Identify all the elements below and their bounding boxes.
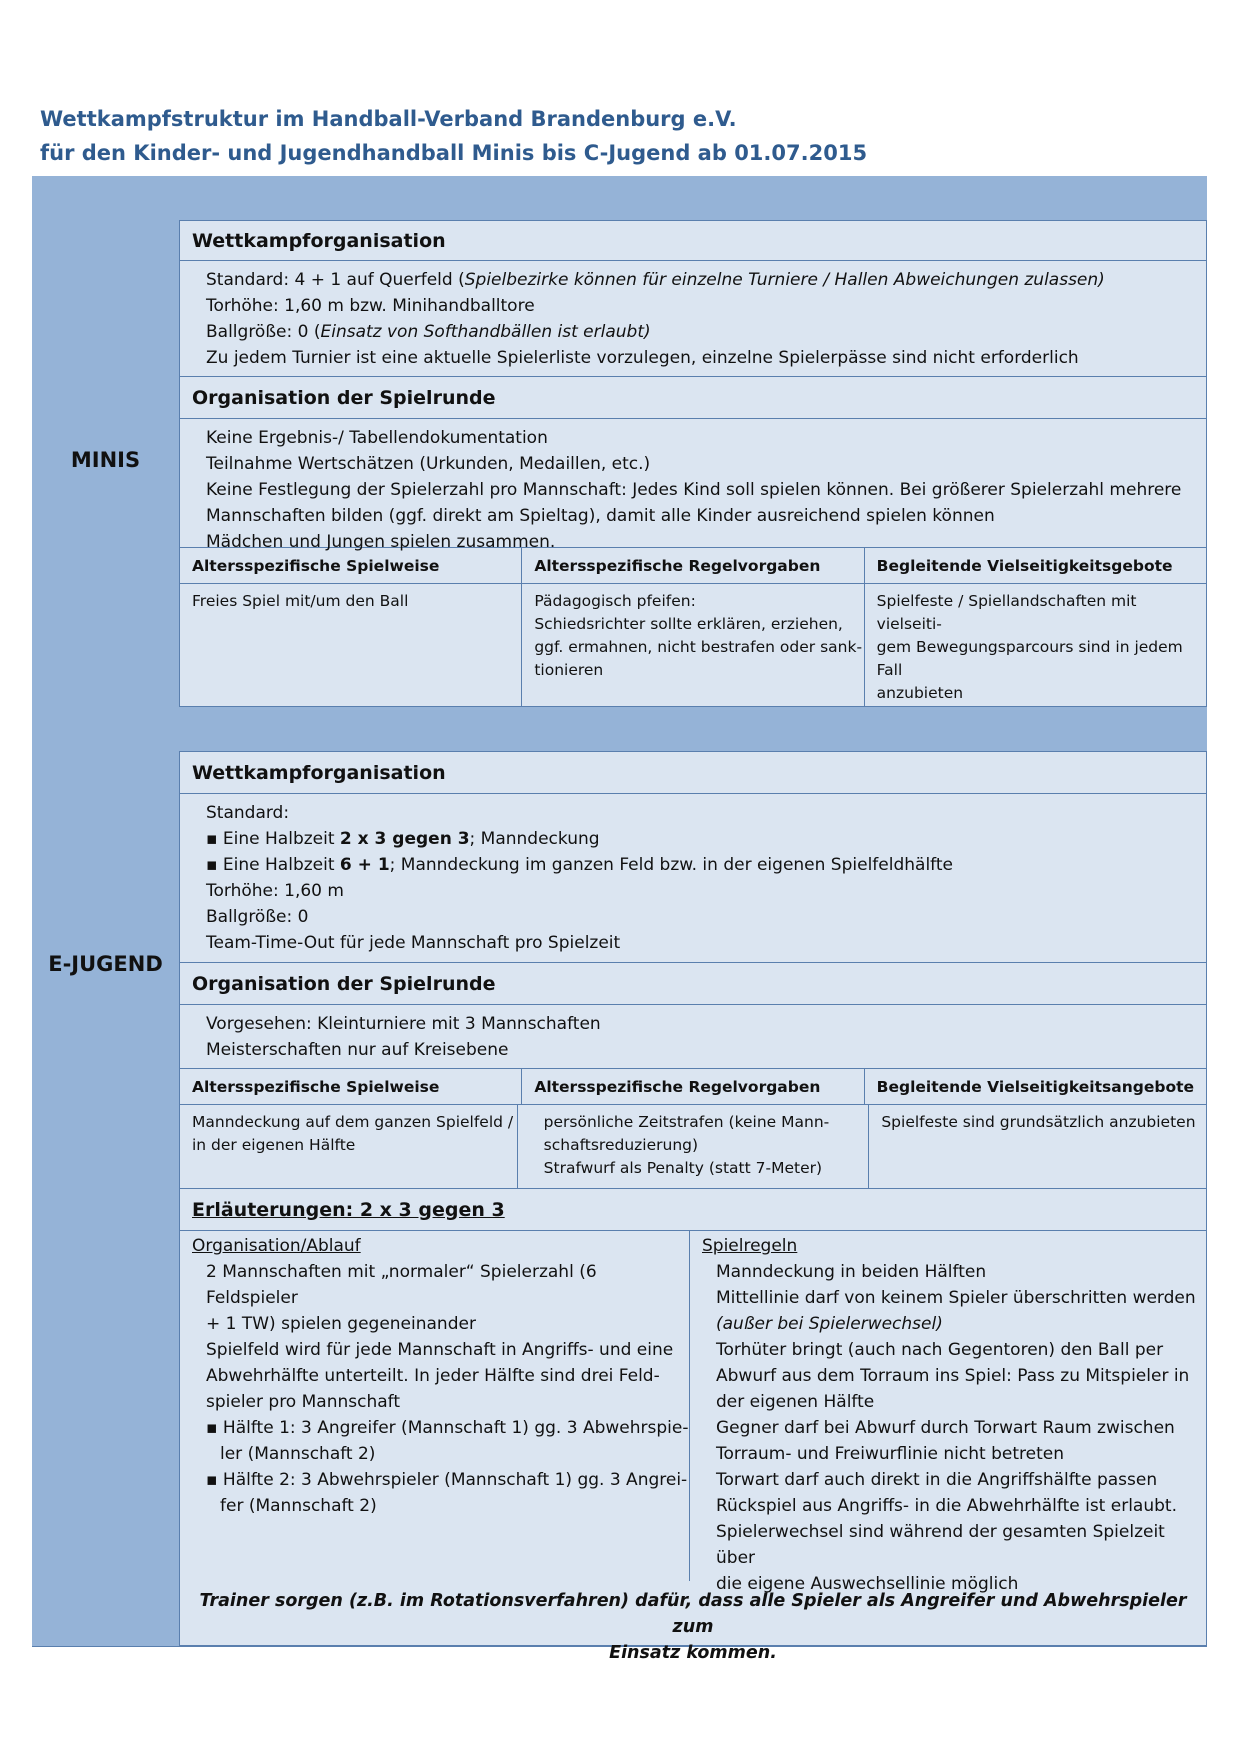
- ejugend-wettkampf-line: Torhöhe: 1,60 m: [206, 881, 344, 901]
- minis-col2-line: Pädagogisch pfeifen:: [534, 592, 696, 610]
- minis-col1-text: [180, 584, 522, 706]
- minis-spielrunde-text: [180, 419, 1206, 552]
- ejugend-erlaeuterungen-body: [180, 1231, 1206, 1594]
- ejugend-col3-text: [869, 1105, 1206, 1188]
- regel-line: Rückspiel aus Angriffs- in die Abwehrhälfte ist erlaubt.: [716, 1496, 1177, 1516]
- organisation-ablauf-lines: [192, 1259, 689, 1519]
- regel-line: Manndeckung in beiden Hälften: [716, 1262, 987, 1282]
- minis-section: [32, 176, 1207, 707]
- minis-column-headers: [180, 548, 1206, 584]
- ejugend-col-header: Altersspezifische Spielweise: [180, 1069, 522, 1104]
- ejugend-section: [32, 707, 1207, 1663]
- regel-line: der eigenen Hälfte: [716, 1392, 875, 1412]
- regel-line: Abwurf aus dem Torraum ins Spiel: Pass zu Mitspieler in: [716, 1366, 1190, 1386]
- ejugend-column-headers: [180, 1069, 1206, 1105]
- minis-label: MINIS: [70, 448, 141, 472]
- ejugend-wettkampf-line: Team-Time-Out für jede Mannschaft pro Spielzeit: [206, 933, 621, 953]
- minis-wettkampf-line: Zu jedem Turnier ist eine aktuelle Spielerliste vorzulegen, einzelne Spielerpässe sind nicht erforderlich: [206, 348, 1079, 368]
- minis-column-bodies: [180, 584, 1206, 706]
- regel-line: Torwart darf auch direkt in die Angriffshälfte passen: [716, 1470, 1158, 1490]
- minis-wettkampf-text: [180, 261, 1206, 377]
- regel-line: (außer bei Spielerwechsel): [716, 1314, 943, 1334]
- ejugend-col2-line: persönliche Zeitstrafen (keine Mann-: [543, 1113, 830, 1131]
- ejugend-erlaeuterungen-heading: [180, 1189, 1206, 1231]
- ejugend-wettkampf-line: Ballgröße: 0: [206, 907, 309, 927]
- minis-col2-line: ggf. ermahnen, nicht bestrafen oder sank-: [534, 638, 863, 656]
- erlaeuterungen-title: Erläuterungen: 2 x 3 gegen 3: [192, 1198, 505, 1221]
- regel-line: Spielerwechsel sind während der gesamten Spielzeit über: [716, 1522, 1165, 1568]
- minis-col2-line: tionieren: [534, 661, 604, 679]
- ejugend-column-bodies: [180, 1105, 1206, 1189]
- ejugend-wettkampf-line: Standard:: [206, 803, 290, 823]
- ejugend-label: E-JUGEND: [48, 952, 163, 976]
- trainer-note-line: Einsatz kommen.: [609, 1643, 777, 1663]
- regel-line: Mittellinie darf von keinem Spieler überschritten werden: [716, 1288, 1196, 1308]
- ejugend-col-header: Altersspezifische Regelvorgaben: [522, 1069, 864, 1104]
- minis-wettkampf-line: Standard: 4 + 1 auf Querfeld (Spielbezirke können für einzelne Turniere / Hallen Abweichungen zulassen): [206, 270, 1105, 290]
- ejugend-wettkampf-text: [180, 794, 1206, 963]
- minis-col3-line: Spielfeste / Spiellandschaften mit vielseiti-: [876, 592, 1137, 633]
- minis-col1-line: Freies Spiel mit/um den Ball: [192, 592, 409, 610]
- ejugend-content: [179, 751, 1207, 1663]
- trainer-note-line: Trainer sorgen (z.B. im Rotationsverfahren) dafür, dass alle Spieler als Angreifer und Abwehrspieler zum: [199, 1591, 1187, 1637]
- minis-col-header: Begleitende Vielseitigkeitsgebote: [876, 556, 1173, 575]
- ejugend-wettkampf-line: ▪ Eine Halbzeit 2 x 3 gegen 3; Manndeckung: [206, 829, 600, 849]
- ejugend-col2-line: Strafwurf als Penalty (statt 7-Meter): [543, 1159, 823, 1177]
- ejugend-col2-text: [518, 1105, 870, 1188]
- minis-wettkampf-line: Torhöhe: 1,60 m bzw. Minihandballtore: [206, 296, 535, 316]
- org-line: spieler pro Mannschaft: [206, 1392, 400, 1412]
- minis-spielrunde-heading: Organisation der Spielrunde: [180, 377, 1206, 419]
- org-line: + 1 TW) spielen gegeneinander: [206, 1314, 476, 1334]
- ejugend-col-header: Begleitende Vielseitigkeitsangebote: [876, 1077, 1195, 1096]
- ejugend-wettkampf-line: ▪ Eine Halbzeit 6 + 1; Manndeckung im ganzen Feld bzw. in der eigenen Spielfeldhälfte: [206, 855, 953, 875]
- org-bullet-cont: fer (Mannschaft 2): [220, 1496, 377, 1516]
- ejugend-col1-text: [180, 1105, 518, 1188]
- ejugend-trainer-note: [180, 1588, 1206, 1666]
- spielregeln-lines: [702, 1259, 1206, 1597]
- minis-col-header: Altersspezifische Regelvorgaben: [522, 548, 864, 583]
- document-title-line2: für den Kinder- und Jugendhandball Minis bis C-Jugend ab 01.07.2015: [40, 141, 868, 165]
- regel-line: die eigene Auswechsellinie möglich: [716, 1574, 1019, 1594]
- minis-col3-line: gem Bewegungsparcours sind in jedem Fall: [876, 638, 1183, 679]
- ejugend-spielrunde-heading: Organisation der Spielrunde: [180, 963, 1206, 1005]
- ejugend-col3-line: Spielfeste sind grundsätzlich anzubieten: [881, 1113, 1196, 1131]
- ejugend-col1-line: in der eigenen Hälfte: [192, 1136, 356, 1154]
- org-bullet: ▪ Hälfte 1: 3 Angreifer (Mannschaft 1) gg. 3 Abwehrspie-: [206, 1418, 689, 1438]
- regel-line: Gegner darf bei Abwurf durch Torwart Raum zwischen: [716, 1418, 1175, 1438]
- organisation-ablauf-heading: Organisation/Ablauf: [192, 1236, 361, 1256]
- org-line: Abwehrhälfte unterteilt. In jeder Hälfte sind drei Feld-: [206, 1366, 660, 1386]
- organisation-ablauf-column: [180, 1231, 690, 1581]
- minis-wettkampf-heading: Wettkampforganisation: [180, 221, 1206, 261]
- regel-line: Torhüter bringt (auch nach Gegentoren) den Ball per: [716, 1340, 1164, 1360]
- minis-spielrunde-line: Teilnahme Wertschätzen (Urkunden, Medaillen, etc.): [206, 454, 651, 474]
- ejugend-spielrunde-line: Vorgesehen: Kleinturniere mit 3 Mannschaften: [206, 1014, 601, 1034]
- minis-col3-line: anzubieten: [876, 684, 964, 702]
- minis-spielrunde-line: Keine Festlegung der Spielerzahl pro Mannschaft: Jedes Kind soll spielen können. Bei größerer Spielerzahl mehrere: [206, 480, 1182, 500]
- minis-col3-text: [865, 584, 1206, 706]
- org-bullet: ▪ Hälfte 2: 3 Abwehrspieler (Mannschaft 1) gg. 3 Angrei-: [206, 1470, 688, 1490]
- minis-col-header: Altersspezifische Spielweise: [180, 548, 522, 583]
- minis-spielrunde-line: Mannschaften bilden (ggf. direkt am Spieltag), damit alle Kinder ausreichend spielen können: [206, 506, 995, 526]
- minis-spielrunde-line: Keine Ergebnis-/ Tabellendokumentation: [206, 428, 548, 448]
- spielregeln-heading: Spielregeln: [702, 1236, 798, 1256]
- ejugend-col1-line: Manndeckung auf dem ganzen Spielfeld /: [192, 1113, 514, 1131]
- minis-spielrunde-line: Mädchen und Jungen spielen zusammen.: [206, 532, 556, 552]
- spielregeln-column: [690, 1231, 1206, 1594]
- minis-col2-text: [522, 584, 864, 706]
- org-bullet-cont: ler (Mannschaft 2): [220, 1444, 376, 1464]
- document-title-line1: Wettkampfstruktur im Handball-Verband Brandenburg e.V.: [40, 107, 737, 131]
- ejugend-wettkampf-heading: Wettkampforganisation: [180, 752, 1206, 794]
- regel-line: Torraum- und Freiwurflinie nicht betreten: [716, 1444, 1064, 1464]
- org-line: Spielfeld wird für jede Mannschaft in Angriffs- und eine: [206, 1340, 674, 1360]
- minis-wettkampf-line: Ballgröße: 0 (Einsatz von Softhandbällen ist erlaubt): [206, 322, 651, 342]
- org-line: 2 Mannschaften mit „normaler“ Spielerzahl (6 Feldspieler: [206, 1262, 597, 1308]
- ejugend-spielrunde-line: Meisterschaften nur auf Kreisebene: [206, 1040, 509, 1060]
- ejugend-spielrunde-text: [180, 1005, 1206, 1069]
- ejugend-col2-line: schaftsreduzierung): [543, 1136, 699, 1154]
- minis-content: [179, 220, 1207, 707]
- minis-col2-line: Schiedsrichter sollte erklären, erziehen,: [534, 615, 843, 633]
